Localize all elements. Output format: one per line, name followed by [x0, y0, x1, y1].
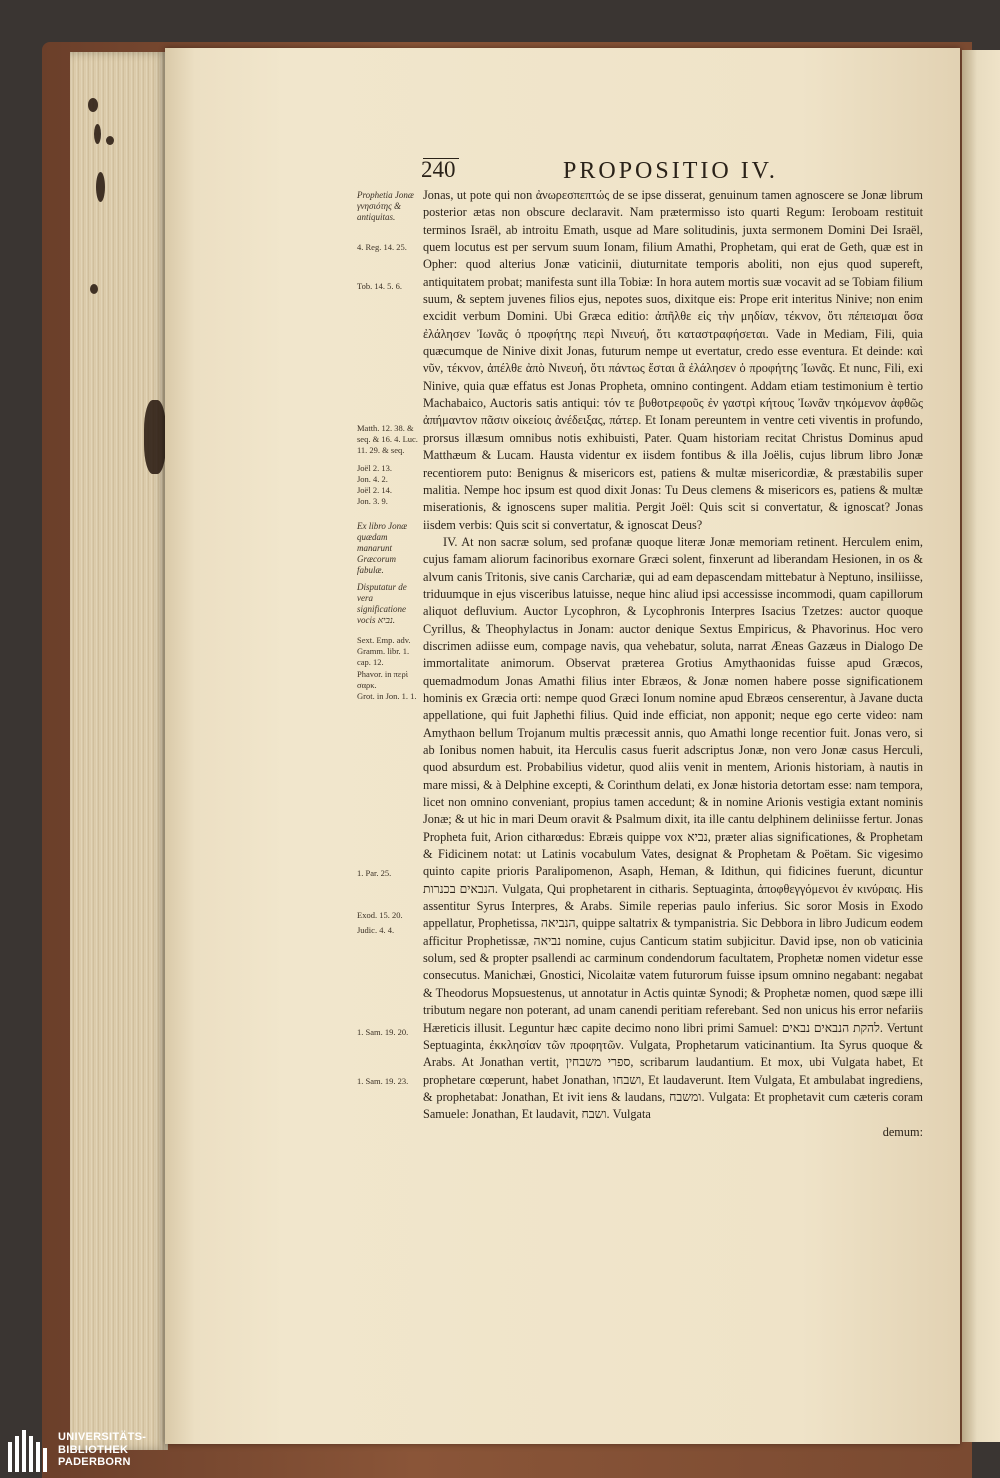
- margin-note: Exod. 15. 20.: [357, 910, 403, 920]
- library-logo-text: [58, 1431, 146, 1469]
- logo-line: BIBLIOTHEK: [58, 1443, 129, 1456]
- margin-note: 1. Sam. 19. 20.: [357, 1027, 409, 1037]
- library-logo-icon: [8, 1428, 52, 1472]
- ink-stain: [94, 124, 101, 144]
- margin-note: Joël 2. 14.: [357, 485, 392, 495]
- margin-note: 1. Par. 25.: [357, 868, 392, 878]
- paragraph: IV. At non sacræ solum, sed profanæ quoque literæ Jonæ memoriam retinent. Herculem enim, cujus famam aliorum facinoribus exornare Græci solent, finxerunt ad liberandam Hesionen, in os & alvum canis Tritonis, sive canis Carchariæ, qui ad eam depascendam mittebatur à Neptuno, insiliisse, triduumque in ejus visceribus latuisse, neque hinc aliud ipsi accessisse incommodi, quam capillorum aliquot defluvium. Auctor Lycophron, & Lycophronis Interpres Isacius Tzetzes: auctor quoque Cyrillus, & Theophylactus in Jonam: auctor denique Sextus Empiricus, & Phavorinus. Hoc vero discrimen adiisse eum, compage navis, qua vehebatur, soluta, narrat Æneas Gazæus in Dialogo De immortalitate animorum. Observat præterea Grotius Amythaonidas fuisse apud Græcos, quemadmodum Jonas Amathi filius inter Ebræos, & Jonæ nomen habere posse significationem hominis ex Græcia orti: nempe quod Græci Ionum nomine apud Ebræos censerentur, à Javane ducta appellatione, qui fuit Japhethi filius. Quid inde efficiat, non apponit; neque ego certe video: nam Amythaon bellum Trojanum multis præcessit annis, quo Amathi longe recentior fuit. Jonas vero, si ab Ionibus nomen habuit, ita Herculis casus fuerit adscriptus Jonæ, non vero Jonæ casus Herculi, quod absurdum est. Probabilius videtur, quod aliis venit in mentem, Arionis historiam, à nautis in mare missi, & à Delphine excepti, & Corinthum delati, ex Jonæ historia detortam esse: nam tempora, licet non omnino conveniant, propius tamen accedunt; & in nomine Arionis vestigia extant nominis Jonæ; & ut hic in mari Deum oravit & Psalmum dixit, ita ille cantu delphinem deliniisse fertur. Jonas Propheta fuit, Arion citharœdus: Ebræis quippe vox נביא, præter alias significationes, & Prophetam & Fidicinem notat: ut Latinis vocabulum Vates, designat & Prophetam & Poëtam. Sic vigesimo quinto capite prioris Paralipomenon, Asaph, Heman, & Idithun, qui fidicines fuerunt, dicuntur הנבאים בכנרות. Vulgata, Qui prophetarent in citharis. Septuaginta, ἀποφθεγγόμενοι ἐν κινύραις. His assentitur Syrus Interpres, & Arabs. Simile reperias paulo inferius. Sic soror Mosis in Exodo appellatur, Prophetissa, הנביאה, quippe saltatrix & tympanistria. Sic Debbora in libro Judicum eodem afficitur Prophetissæ, נביאה nomine, cujus Canticum statim subjicitur. David ipse, non ob vaticinia solum, sed & propter psallendi ac carminum condendorum facultatem, Prophetæ nomen videtur esse consecutus. Manichæi, Gnostici, Nicolaitæ vatem futurorum fuisse ipsum omnino negabant: negabat & Theodorus Mopsuestenus, ut annotatur in Actis quintæ Synodi; & Prophetæ nomen, quod sæpe illi tributum negare non poterant, ad unam canendi peritiam referebant. Sed non unicus his error nefariis Hæreticis illusit. Leguntur hæc capite decimo nono libri primi Samuel: להקת הנבאים נבאים. Vertunt Septuaginta, ἐκκλησίαν τῶν προφητῶν. Vulgata, Prophetarum vaticinantium. Ita Syrus quoque & Arabs. At Jonathan vertit, ספרי משבחין, scribarum laudantium. Et mox, ubi Vulgata habet, Et prophetare cœperunt, habet Jonathan, ושבחו, Et laudaverunt. Item Vulgata, Et ambulabat ingrediens, & prophetabat: Jonathan, Et ivit iens & laudans, ומשבח. Vulgata: Et prophetavit cum cæteris coram Samuele: Jonathan, Et laudavit, ושבח. Vulgata: [423, 534, 924, 1122]
- running-title: PROPOSITIO IV.: [563, 158, 778, 184]
- margin-note: Judic. 4. 4.: [357, 925, 395, 935]
- body-text: [423, 187, 923, 1141]
- ink-stain: [90, 284, 98, 294]
- page-edges: [70, 52, 168, 1450]
- margin-note: Jon. 4. 2.: [357, 474, 388, 484]
- margin-note: Phavor. in περὶ σαρκ.: [357, 669, 408, 690]
- margin-note: Sext. Emp. adv. Gramm. libr. 1. cap. 12.: [357, 635, 411, 667]
- next-page-edge: [962, 50, 1000, 1442]
- margin-note: 1. Sam. 19. 23.: [357, 1076, 409, 1086]
- margin-note: Ex libro Jonæ quædam manarunt Græcorum fabulæ.: [357, 521, 408, 575]
- margin-note: Jon. 3. 9.: [357, 496, 388, 506]
- margin-note: 4. Reg. 14. 25.: [357, 242, 407, 252]
- ink-stain: [106, 136, 114, 145]
- margin-note: Tob. 14. 5. 6.: [357, 281, 402, 291]
- logo-line: PADERBORN: [58, 1456, 131, 1469]
- margin-note: Prophetia Jonæ γνησιότης & antiquitas.: [357, 190, 414, 222]
- paragraph: Jonas, ut pote qui non ἀνωρεσπεπτώς de se ipse disserat, genuinum tamen agnoscere se Jonæ librum posterior ætas non obscure declaravit. Nam prætermisso isto quarti Regum: Ieroboam restituit terminos Israël, ab introitu Emath, usque ad Mare solitudinis, juxta sermonem Domini Dei Israël, quem locutus est per servum suum Ionam, filium Amathi, Prophetam, qui erat de Geth, quæ est in Opher: quod alterius Jonæ vaticinii, diuturnitate temporis aboliti, non ejus quod supereft, antiquitatem probat; manifesta sunt illa Tobiæ: In hora autem mortis suæ vocavit ad se Tobiam filium suum, & septem juvenes filios ejus, nepotes suos, dixitque eis: Prope erit interitus Ninive; non enim excidit verbum Domini. Ubi Græca editio: ἀπῆλθε εἰς τὴν μηδίαν, τέκνον, ὅτι πέπεισμαι ὅσα ἐλάλησεν Ἰωνᾶς ὁ προφήτης περὶ Νινευή, ὅτι καταστραφήσεται. Vade in Mediam, Fili, quia quæcumque de Ninive dixit Jonas, futurum nempe ut evertatur, credo esse eventura. Et deinde: καὶ νῦν, τέκνον, ἀπέλθε ἀπὸ Νινευή, ὅτι πάντως ἔσται ἃ ἐλάλησεν ὁ προφήτης Ἰωνᾶς. Et nunc, Fili, exi Ninive, quia quæ effatus est Jonas Propheta, omnino contingent. Addam etiam testimonium è tertio Machabaico, Auctoris satis antiqui: τόν τε βυθοτρεφοῦς ἐν γαστρὶ κήτους Ἰωνᾶν τηκόμενον ἀφθῶς ἀπήμαντον πᾶσιν οἰκείοις ἀνέδειξας, πάτερ. Et Ionam pereuntem in ventre ceti viventis in profundo, prorsus illæsum omnibus notis exhibuisti, Pater. Quam historiam recitat Christus Dominus apud Matthæum & Lucam. Hausta videntur ex iisdem fontibus & illa Joëlis, cujus librum libro Jonæ recentiorem puto: Benignus & misericors est, patiens & multæ misericordiæ, & præstabilis super malitia. Nempe hoc ipsum est quod dixit Jonas: Tu Deus clemens & misericors es, patiens & multæ miserationis, & ignoscens super malitia. Pergit Joël: Quis scit si convertatur, & ignoscat? Jonas iisdem verbis: Quis scit si convertatur, & ignoscat Deus?: [423, 188, 923, 532]
- ink-stain: [88, 98, 98, 112]
- ink-stain: [144, 400, 166, 474]
- margin-note: Matth. 12. 38. & seq. & 16. 4. Luc. 11. 29. & seq.: [357, 423, 418, 455]
- catchword: demum:: [882, 1124, 923, 1139]
- margin-note: Joël 2. 13.: [357, 463, 392, 473]
- page-number: 240: [421, 157, 456, 182]
- library-logo: [8, 1428, 146, 1472]
- margin-note: Disputatur de vera significatione vocis נביא.: [357, 582, 407, 625]
- logo-line: UNIVERSITÄTS-: [58, 1431, 147, 1444]
- page-number-rule: [423, 158, 459, 159]
- margin-note: Grot. in Jon. 1. 1.: [357, 691, 417, 701]
- ink-stain: [96, 172, 105, 202]
